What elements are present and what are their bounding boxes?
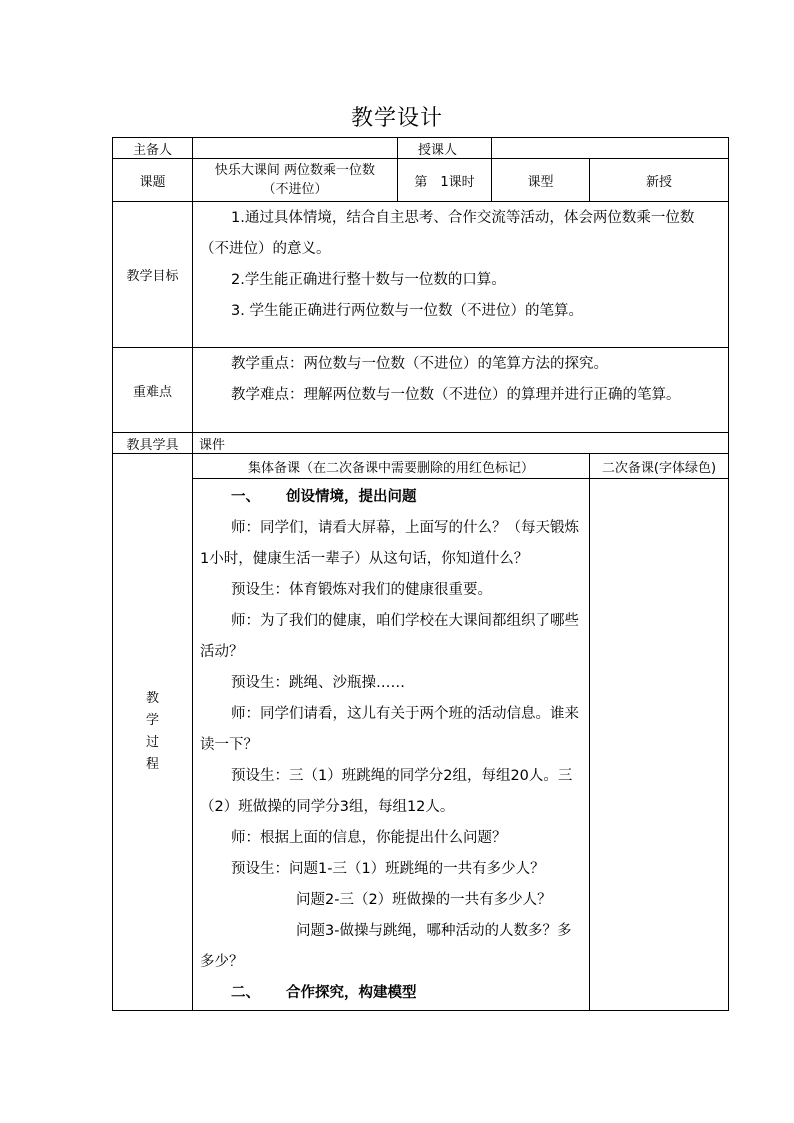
keypoints-cell — [192, 347, 729, 433]
keypoints-label-cell — [112, 347, 193, 433]
process-line: 师：为了我们的健康，咱们学校在大课间都组织了哪些活动？ — [200, 613, 579, 660]
process-line: 预设生：问题1-三（1）班跳绳的一共有多少人？ — [231, 861, 545, 877]
section-heading — [200, 978, 583, 1009]
teacher-value-cell — [491, 137, 729, 159]
process-line: 问题2-三（2）班做操的一共有多少人？ — [296, 892, 552, 908]
teacher-label: 授课人 — [418, 142, 458, 158]
secondary-header: 二次备课(字体绿色) — [601, 460, 717, 476]
process-label — [143, 688, 163, 776]
tools-value-cell — [192, 432, 729, 454]
teacher-label-cell — [397, 137, 492, 159]
lead-value-cell — [192, 137, 398, 159]
process-line: 预设生：跳绳、沙瓶操…… — [231, 675, 405, 691]
type-value: 新授 — [645, 174, 672, 190]
process-line: 师：同学们请看，这儿有关于两个班的活动信息。谁来读一下？ — [200, 706, 579, 753]
objectives-cell — [192, 201, 729, 348]
objectives-label: 教学目标 — [126, 269, 179, 284]
objective-item: 3. 学生能正确进行两位数与一位数（不进位）的笔算。 — [231, 303, 583, 319]
process-line: 师：根据上面的信息，你能提出什么问题？ — [231, 830, 507, 846]
process-line: 师：同学们，请看大屏幕，上面写的什么？（每天锻炼1小时，健康生活一辈子）从这句话，你知道什么？ — [200, 520, 579, 567]
objective-item: 1.通过具体情境，结合自主思考、合作交流等活动，体会两位数乘一位数（不进位）的意义。 — [200, 210, 695, 257]
process-line: 问题3-做操与跳绳，哪种活动的人数多？多多少？ — [200, 923, 572, 970]
process-line: 预设生：体育锻炼对我们的健康很重要。 — [231, 582, 492, 598]
objectives-label-cell — [112, 201, 193, 348]
process-label-char: 过 — [145, 735, 159, 750]
secondary-content-cell — [589, 478, 729, 1011]
key-point: 教学重点：两位数与一位数（不进位）的笔算方法的探究。 — [231, 356, 608, 372]
section-number: 一、 — [231, 489, 260, 505]
page-title: 教学设计 — [350, 106, 443, 131]
process-label-cell — [112, 453, 193, 1011]
secondary-header-cell — [589, 453, 729, 479]
lead-label: 主备人 — [132, 142, 172, 158]
objective-item: 2.学生能正确进行整十数与一位数的口算。 — [231, 272, 506, 288]
process-label-char: 教 — [145, 691, 159, 706]
process-line: 预设生：三（1）班跳绳的同学分2组，每组20人。三（2）班做操的同学分3组，每组12人。 — [200, 768, 573, 815]
key-point: 教学难点：理解两位数与一位数（不进位）的算理并进行正确的笔算。 — [231, 387, 681, 403]
section-heading — [200, 482, 583, 513]
topic-value: 快乐大课间 两位数乘一位数（不进位） — [214, 163, 376, 197]
topic-label-cell — [112, 158, 193, 202]
topic-label: 课题 — [139, 174, 166, 190]
topic-value-cell — [192, 158, 398, 202]
section-number: 二、 — [231, 985, 260, 1001]
collective-header-cell — [192, 453, 590, 479]
type-label: 课型 — [527, 174, 554, 190]
process-label-char: 学 — [145, 713, 159, 728]
keypoints-label: 重难点 — [132, 384, 172, 400]
process-label-char: 程 — [145, 757, 159, 772]
type-label-cell — [491, 158, 590, 202]
collective-header: 集体备课（在二次备课中需要删除的用红色标记） — [247, 460, 534, 476]
tools-label: 教具学具 — [126, 437, 179, 453]
tools-label-cell — [112, 432, 193, 454]
section-title: 合作探究，构建模型 — [286, 985, 417, 1001]
section-title: 创设情境，提出问题 — [286, 489, 417, 505]
period-label: 第 1课时 — [414, 174, 475, 190]
type-value-cell — [589, 158, 729, 202]
tools-value: 课件 — [199, 437, 226, 453]
period-cell — [397, 158, 492, 202]
lead-label-cell — [112, 137, 193, 159]
collective-content-cell — [192, 478, 590, 1011]
